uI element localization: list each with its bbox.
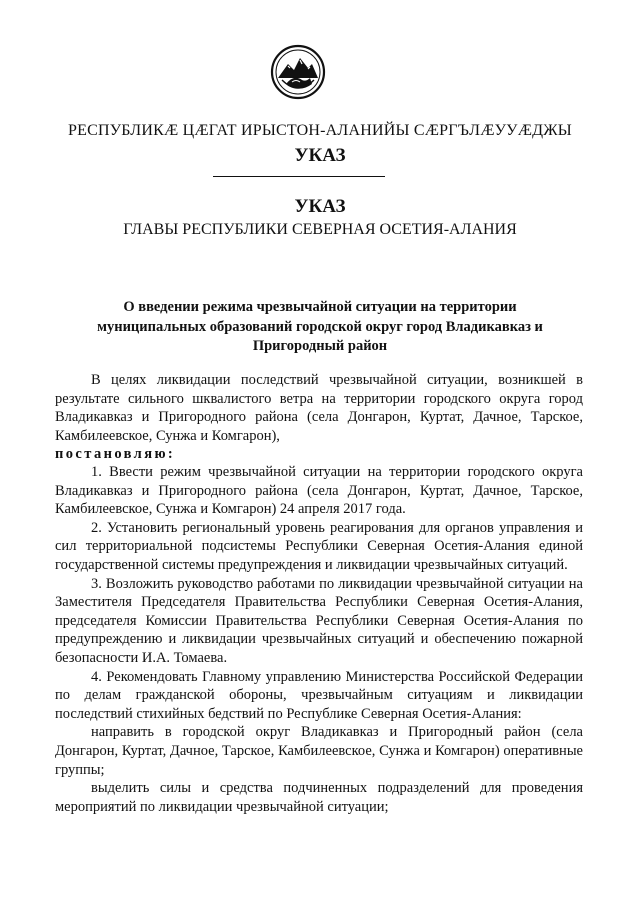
coat-of-arms-icon [270, 44, 326, 100]
decree-item: выделить силы и средства подчиненных подразделений для проведения мероприятий по ликвидации чрезвычайной ситуации; [55, 780, 583, 815]
ukaz-heading-ossetian: УКАЗ [294, 145, 346, 166]
decree-title-line: О введении режима чрезвычайной ситуации на территории [123, 299, 517, 315]
decree-title-line: муниципальных образований городской округ город Владикавказ и [97, 318, 543, 335]
decree-item: 3. Возложить руководство работами по ликвидации чрезвычайной ситуации на Заместителя Председателя Правительства Республики Северная Осетия-Алания, председателя Комиссии Правительства Республики Северная Осетия-Алания по предупреждению и ликвидации чрезвычайных ситуаций и обеспечению пожарной безопасности И.А. Томаева. [55, 575, 583, 666]
decree-item: 2. Установить региональный уровень реагирования для органов управления и сил территориальной подсистемы Республики Северная Осетия-Алания единой государственной системы предупреждения и ликвидации чрезвычайных ситуаций. [55, 519, 583, 573]
decree-word: постановляю: [55, 446, 176, 463]
ukaz-heading-russian: УКАЗ [294, 196, 346, 217]
decree-item: 4. Рекомендовать Главному управлению Министерства Российской Федерации по делам гражданской обороны, чрезвычайным ситуациям и ликвидации последствий стихийных бедствий по Республике Северная Осетия-Алания: [55, 668, 583, 722]
preamble-block [55, 371, 583, 464]
decree-item: 1. Ввести режим чрезвычайной ситуации на территории городского округа Владикавказ и Пригородного района (села Донгарон, Куртат, Дачное, Тарское, Камбилеевское, Сунжа и Комгарон) 24 апреля 2017 года. [55, 464, 583, 518]
republic-name-ossetian: РЕСПУБЛИКÆ ЦÆГАТ ИРЫСТОН-АЛАНИЙЫ СÆРГЪЛÆУУÆДЖЫ [68, 122, 572, 139]
decree-title-line: Пригородный район [252, 338, 388, 354]
decree-items [55, 463, 583, 816]
preamble-text: В целях ликвидации последствий чрезвычайной ситуации, возникшей в результате сильного шквалистого ветра на территории городского округа город Владикавказ и Пригородного района (села Донгарон, Куртат, Дачное, Тарское, Камбилеевское, Сунжа и Комгарон), [55, 372, 583, 444]
header-divider [213, 176, 385, 177]
decree-title [70, 298, 570, 357]
decree-item: направить в городской округ Владикавказ и Пригородный район (села Донгарон, Куртат, Дачное, Тарское, Камбилеевское, Сунжа и Комгарон) оперативные группы; [55, 724, 583, 778]
head-of-republic-heading: ГЛАВЫ РЕСПУБЛИКИ СЕВЕРНАЯ ОСЕТИЯ-АЛАНИЯ [123, 221, 517, 238]
